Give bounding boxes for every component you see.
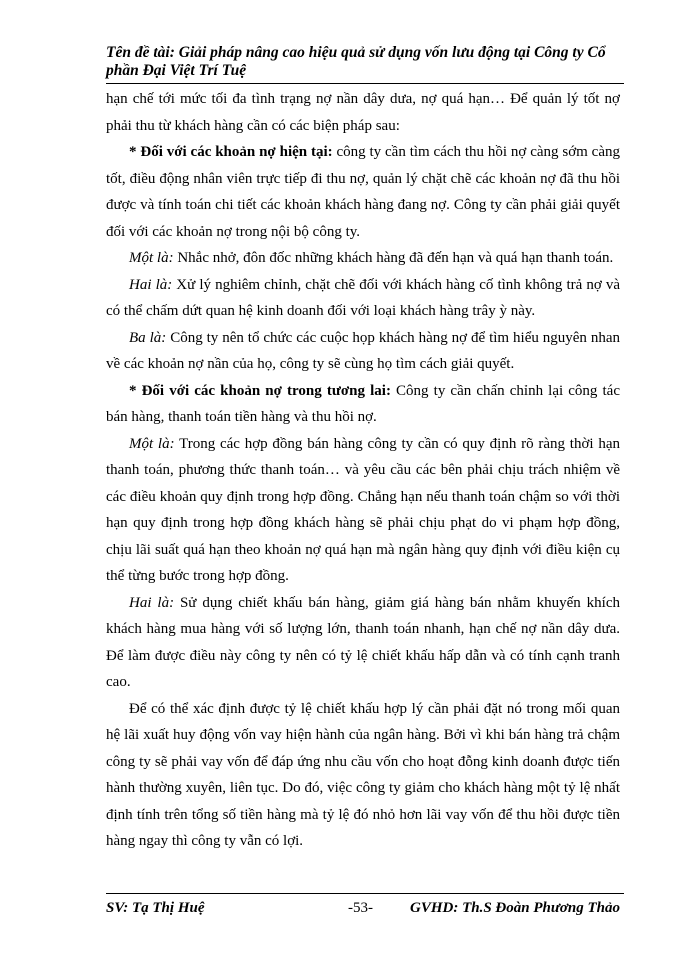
- paragraph-lead: Một là:: [129, 435, 175, 452]
- footer-divider: [106, 893, 624, 894]
- page-header-title: Tên đề tài: Giải pháp nâng cao hiệu quả sử dụng vốn lưu động tại Công ty Cổ phần Đại Việt Trí Tuệ: [106, 44, 606, 79]
- paragraph-text: Trong các hợp đồng bán hàng công ty cần có quy định rõ ràng thời hạn thanh toán, phương thức thanh toán… và yêu cầu các bên phải chịu trách nhiệm về các điều khoản quy định trong hợp đồng. Chẳng hạn nếu thanh toán chậm so với thời hạn quy định trong hợp đồng khách hàng sẽ phải chịu phạt do vi phạm hợp đồng, chịu lãi suất quá hạn theo khoản nợ quá hạn mà ngân hàng quy định với điều kiện cụ thể từng bước trong hợp đồng.: [106, 435, 620, 584]
- paragraph: [106, 272, 620, 325]
- paragraph: [106, 245, 620, 272]
- paragraph-text: Để có thể xác định được tỷ lệ chiết khấu hợp lý cần phải đặt nó trong mối quan hệ lãi xuất huy động vốn vay hiện hành của ngân hàng. Bởi vì khi bán hàng trả chậm công ty sẽ phải vay vốn để đáp ứng nhu cầu vốn cho hoạt đỗng kinh doanh được tiến hành thường xuyên, liên tục. Do đó, việc công ty giảm cho khách hàng một tỷ lệ nhất định tính trên tổng số tiền hàng mà tỷ lệ đó nhỏ hơn lãi vay vốn để thu hồi được tiền hàng ngay thì công ty vẫn có lợi.: [106, 700, 620, 849]
- paragraph-lead: Hai là:: [129, 276, 173, 293]
- paragraph-lead: Một là:: [129, 250, 174, 266]
- footer-student: SV: Tạ Thị Huệ: [106, 900, 205, 916]
- page-footer: [106, 898, 620, 920]
- paragraph-text: công ty cần tìm cách thu hồi nợ càng sớm càng tốt, điều động nhân viên trực tiếp đi thu nợ, quản lý chặt chẽ các khoản nợ đã thu hồi được và tính toán chi tiết các khoản khách hàng đang nợ. Công ty cần phải giải quyết đối với các khoản nợ trong nội bộ công ty.: [106, 144, 620, 240]
- paragraph-text: Sử dụng chiết khấu bán hàng, giảm giá hàng bán nhằm khuyến khích khách hàng mua hàng với số lượng lớn, thanh toán nhanh, hạn chế nợ nần dây dưa. Để làm được điều này công ty nên có tỷ lệ chiết khấu hấp dẫn và có tính cạnh tranh cao.: [106, 594, 620, 690]
- paragraph-text: Công ty cần chấn chỉnh lại công tác bán hàng, thanh toán tiền hàng và thu hồi nợ.: [106, 382, 620, 425]
- paragraph: [106, 325, 620, 378]
- header-divider: [106, 83, 624, 84]
- paragraph-text: hạn chế tới mức tối đa tình trạng nợ nần dây dưa, nợ quá hạn… Để quản lý tốt nợ phải thu từ khách hàng cần có các biện pháp sau:: [106, 91, 620, 134]
- paragraph-lead: Ba là:: [129, 329, 167, 346]
- paragraph-lead: Hai là:: [129, 594, 175, 611]
- body-text: [106, 86, 620, 855]
- paragraph: [106, 431, 620, 590]
- paragraph: [106, 590, 620, 696]
- paragraph-lead: * Đối với các khoản nợ trong tương lai:: [129, 382, 391, 399]
- page-number: -53-: [348, 900, 373, 916]
- footer-advisor: GVHD: Th.S Đoàn Phương Thảo: [410, 900, 620, 916]
- paragraph: [106, 696, 620, 855]
- paragraph-text: Nhắc nhở, đôn đốc những khách hàng đã đến hạn và quá hạn thanh toán.: [173, 250, 614, 266]
- paragraph-text: Công ty nên tổ chức các cuộc họp khách hàng nợ để tìm hiểu nguyên nhan về các khoản nợ nần của họ, công ty sẽ cùng họ tìm cách giải quyết.: [106, 329, 621, 372]
- paragraph: [106, 86, 620, 139]
- paragraph-lead: * Đối với các khoản nợ hiện tại:: [129, 144, 333, 160]
- paragraph-text: Xử lý nghiêm chỉnh, chặt chẽ đối với khách hàng cố tình không trả nợ và có thể chấm dứt quan hệ kinh doanh đối với loại khách hàng trây ỳ này.: [106, 276, 620, 319]
- paragraph: [106, 139, 620, 245]
- paragraph: [106, 378, 620, 431]
